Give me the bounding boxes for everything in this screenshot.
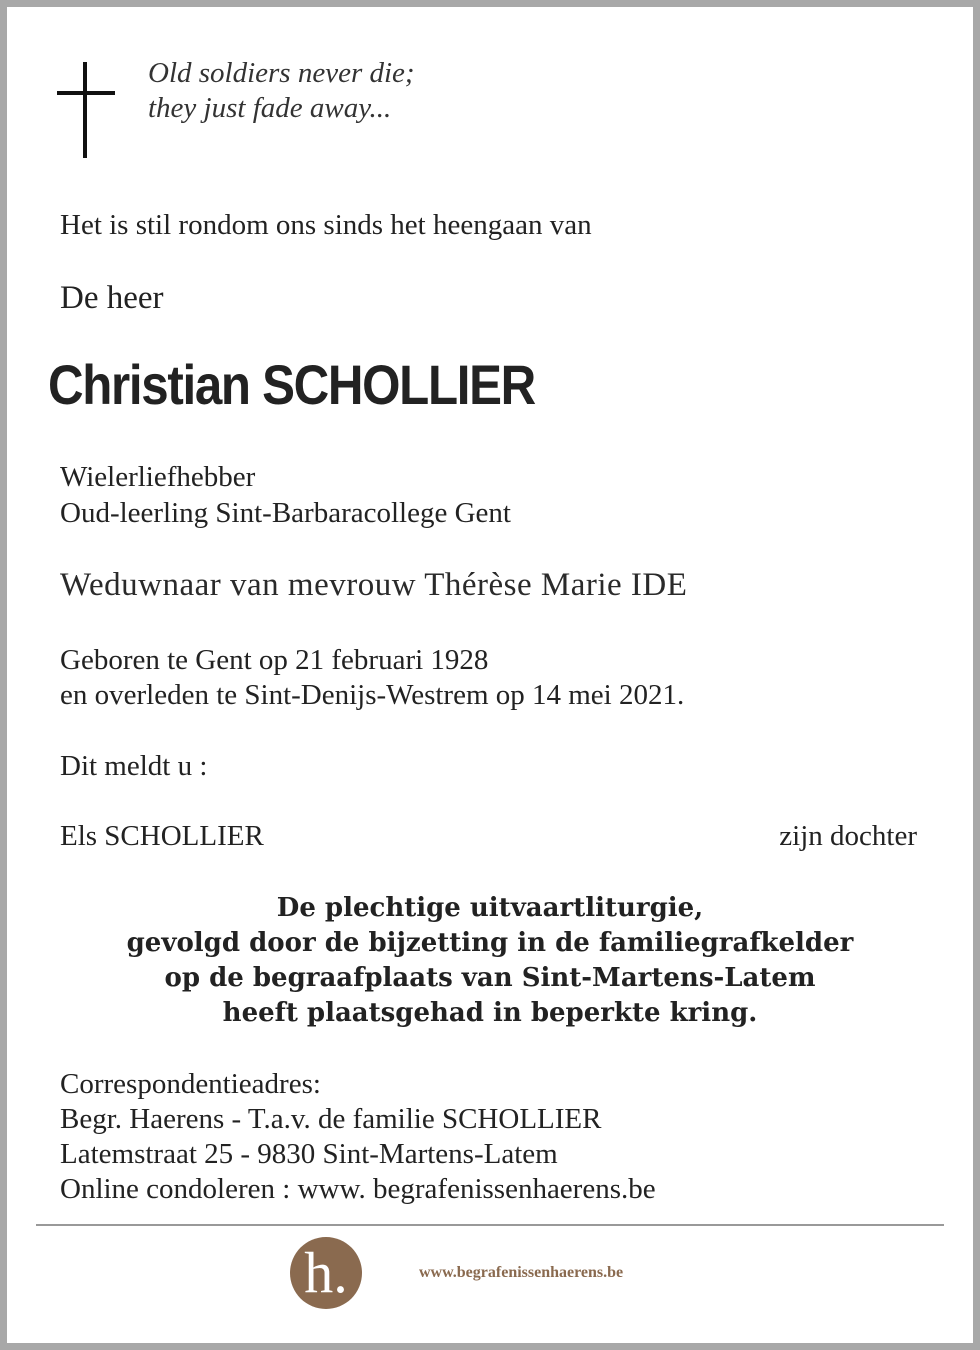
- service-line: heeft plaatsgehad in beperkte kring.: [222, 998, 758, 1028]
- service-line: De plechtige uitvaartliturgie,: [276, 893, 704, 923]
- mourner-relation: zijn dochter: [779, 820, 917, 852]
- description-line: Oud-leerling Sint-Barbaracollege Gent: [60, 497, 511, 529]
- correspondence-line: Begr. Haerens - T.a.v. de familie SCHOLLIER: [60, 1103, 602, 1135]
- quote: [148, 56, 415, 126]
- funeral-home-website[interactable]: www.begrafenissenhaerens.be: [419, 1264, 624, 1281]
- correspondence-line: Latemstraat 25 - 9830 Sint-Martens-Latem: [60, 1138, 558, 1170]
- service-line: op de begraafplaats van Sint-Martens-Latem: [164, 963, 816, 993]
- deceased-name: Christian SCHOLLIER: [48, 353, 535, 416]
- death-line: en overleden te Sint-Denijs-Westrem op 14 mei 2021.: [60, 679, 685, 711]
- cross-icon: [57, 62, 115, 158]
- funeral-home-logo: h.: [290, 1237, 362, 1309]
- quote-line: they just fade away...: [148, 92, 392, 124]
- footer-divider: [36, 1224, 944, 1226]
- correspondence-heading: Correspondentieadres:: [60, 1068, 321, 1100]
- birth-line: Geboren te Gent op 21 februari 1928: [60, 644, 489, 676]
- honorific: De heer: [60, 280, 164, 316]
- quote-line: Old soldiers never die;: [148, 57, 415, 89]
- widow-of: Weduwnaar van mevrouw Thérèse Marie IDE: [60, 567, 688, 603]
- mourner-name: Els SCHOLLIER: [60, 820, 264, 852]
- intro-text: Het is stil rondom ons sinds het heengaan van: [60, 209, 592, 241]
- correspondence-online: Online condoleren : www. begrafenissenhaerens.be: [60, 1173, 656, 1205]
- service-line: gevolgd door de bijzetting in de familiegrafkelder: [126, 928, 854, 958]
- announce-text: Dit meldt u :: [60, 750, 208, 782]
- description-line: Wielerliefhebber: [60, 461, 256, 493]
- service-notice: [0, 891, 980, 1031]
